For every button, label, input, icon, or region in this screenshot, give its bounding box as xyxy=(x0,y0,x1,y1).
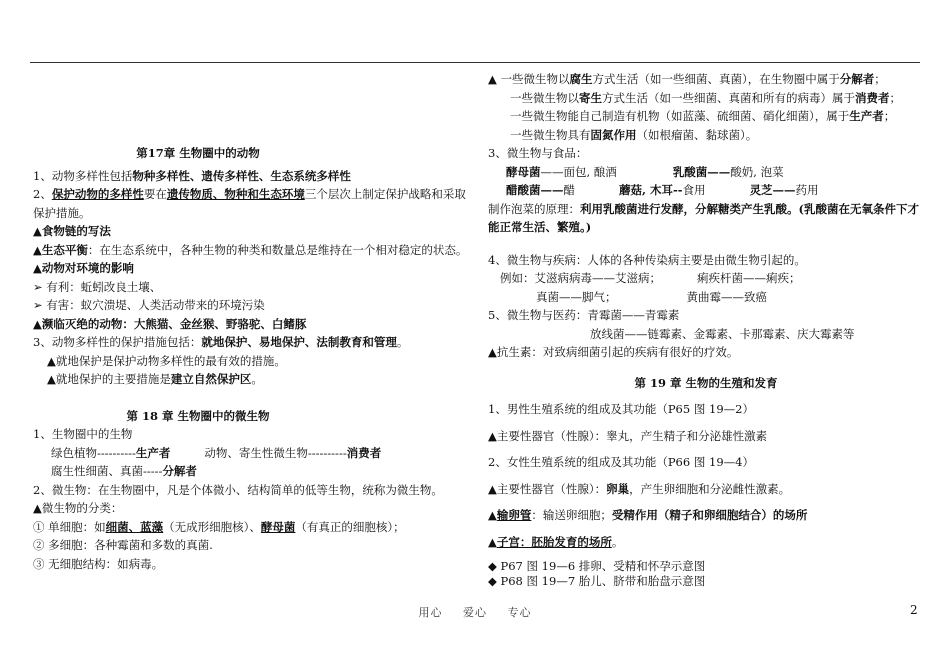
disease-examples-1: 例如：艾滋病病毒——艾滋病； 痢疾杆菌——痢疾； xyxy=(500,271,801,285)
ecological-balance: ▲生态平衡：在生态系统中，各种生物的种类和数量总是维持在一个相对稳定的状态。 xyxy=(33,242,468,257)
chapter-18-title: 第 18 章 生物圈中的微生物 xyxy=(126,408,270,423)
female-system-line: 2、女性生殖系统的组成及其功能（P66 图 19—4） xyxy=(488,455,754,469)
male-organ-line: ▲主要性器官（性腺）：睾丸，产生精子和分泌雄性激素 xyxy=(488,428,768,443)
protection-line: 2、保护动物的多样性要在遗传物质、物种和生态环境三个层次上制定保护战略和采取保护措施。 xyxy=(33,187,466,220)
food-heading: 3、微生物与食品： xyxy=(488,146,588,160)
medicine-line-2: 放线菌——链霉素、金霉素、卡那霉素、庆大霉素等 xyxy=(590,326,855,341)
food-row-2: 醋酸菌——醋 蘑菇, 木耳--食用 灵芝——药用 xyxy=(506,183,819,197)
food-chain-heading: ▲食物链的写法 xyxy=(33,224,111,238)
diversity-line: 1、动物多样性包括物种多样性、遗传多样性、生态系统多样性 xyxy=(33,168,351,183)
page-number: 2 xyxy=(910,603,918,617)
figure-ref-1: ◆ P67 图 19—6 排卵、受精和怀孕示意图 xyxy=(488,559,706,573)
disease-heading: 4、微生物与疾病：人体的各种传染病主要是由微生物引起的。 xyxy=(488,252,806,267)
page-footer xyxy=(0,604,950,620)
endangered-animals: ▲濒临灭绝的动物：大熊猫、金丝猴、野骆驼、白鳍豚 xyxy=(33,316,307,331)
classification-heading: ▲微生物的分类： xyxy=(33,501,123,515)
microorganism-definition: 2、微生物：在生物圈中，凡是个体微小、结构简单的低等生物，统称为微生物。 xyxy=(33,482,443,497)
footer-text-2: 爱心 xyxy=(463,606,487,619)
oviduct-line: ▲输卵管：输送卵细胞；受精作用（精子和卵细胞结合）的场所 xyxy=(488,508,808,522)
producer-line: 一些微生物能自己制造有机物（如蓝藻、硫细菌、硝化细菌），属于生产者； xyxy=(510,109,896,123)
classification-multicellular: ② 多细胞：各种霉菌和多数的真菌. xyxy=(33,538,213,552)
parasitic-line: 一些微生物以寄生方式生活（如一些细菌、真菌和所有的病毒）属于消费者； xyxy=(510,90,901,105)
header-rule xyxy=(30,62,920,63)
footer-text-3: 专心 xyxy=(507,606,532,619)
chapter-19-title: 第 19 章 生物的生殖和发育 xyxy=(634,375,778,390)
medicine-line-1: 5、微生物与医药：青霉菌——青霉素 xyxy=(488,308,680,322)
impact-heading: ▲动物对环境的影响 xyxy=(33,261,134,275)
food-row-1: 酵母菌——面包, 酿酒 乳酸菌——酸奶, 泡菜 xyxy=(506,164,784,179)
impact-harm: ➢ 有害：蚁穴溃堤、人类活动带来的环境污染 xyxy=(33,298,265,312)
classification-unicellular: ① 单细胞：如细菌、蓝藻（无成形细胞核）、酵母菌（有真正的细胞核）； xyxy=(33,519,405,534)
uterus-line: ▲子宫：胚胎发育的场所。 xyxy=(488,534,624,549)
in-situ-note-1: ▲就地保护是保护动物多样性的最有效的措施。 xyxy=(47,353,286,368)
classification-acellular: ③ 无细胞结构：如病毒。 xyxy=(33,556,164,571)
male-system-line: 1、男性生殖系统的组成及其功能（P65 图 19—2） xyxy=(488,402,754,416)
organisms-decomposers: 腐生性细菌、真菌-----分解者 xyxy=(51,464,197,478)
chapter-17-title: 第17章 生物圈中的动物 xyxy=(136,146,260,160)
female-organ-line: ▲主要性器官（性腺）：卵巢，产生卵细胞和分泌雌性激素。 xyxy=(488,481,791,496)
nitrogen-fixation-line: 一些微生物具有固氮作用（如根瘤菌、黏球菌）。 xyxy=(510,127,758,142)
protection-measures: 3、动物多样性的保护措施包括：就地保护、易地保护、法制教育和管理。 xyxy=(33,335,409,349)
saprophytic-line: ▲ 一些微生物以腐生方式生活（如一些细菌、真菌），在生物圈中属于分解者； xyxy=(488,72,886,86)
pickle-principle: 制作泡菜的原理：利用乳酸菌进行发酵，分解糖类产生乳酸。(乳酸菌在无氧条件下才能正常生活、繁殖。) xyxy=(488,201,919,234)
disease-examples-2: 真菌——脚气； 黄曲霉——致癌 xyxy=(536,289,767,304)
right-column xyxy=(488,70,924,589)
organisms-producers-consumers: 绿色植物----------生产者 动物、寄生性微生物----------消费者 xyxy=(51,445,382,460)
left-column xyxy=(33,70,473,573)
antibiotic-line: ▲抗生素：对致病细菌引起的疾病有很好的疗效。 xyxy=(488,345,739,359)
impact-benefit: ➢ 有利：蚯蚓改良土壤、 xyxy=(33,279,162,294)
organisms-heading: 1、生物圈中的生物 xyxy=(33,427,133,441)
footer-text-1: 用心 xyxy=(418,606,443,619)
figure-ref-2: ◆ P68 图 19—7 胎儿、脐带和胎盘示意图 xyxy=(488,574,706,588)
in-situ-note-2: ▲就地保护的主要措施是建立自然保护区。 xyxy=(47,372,263,386)
